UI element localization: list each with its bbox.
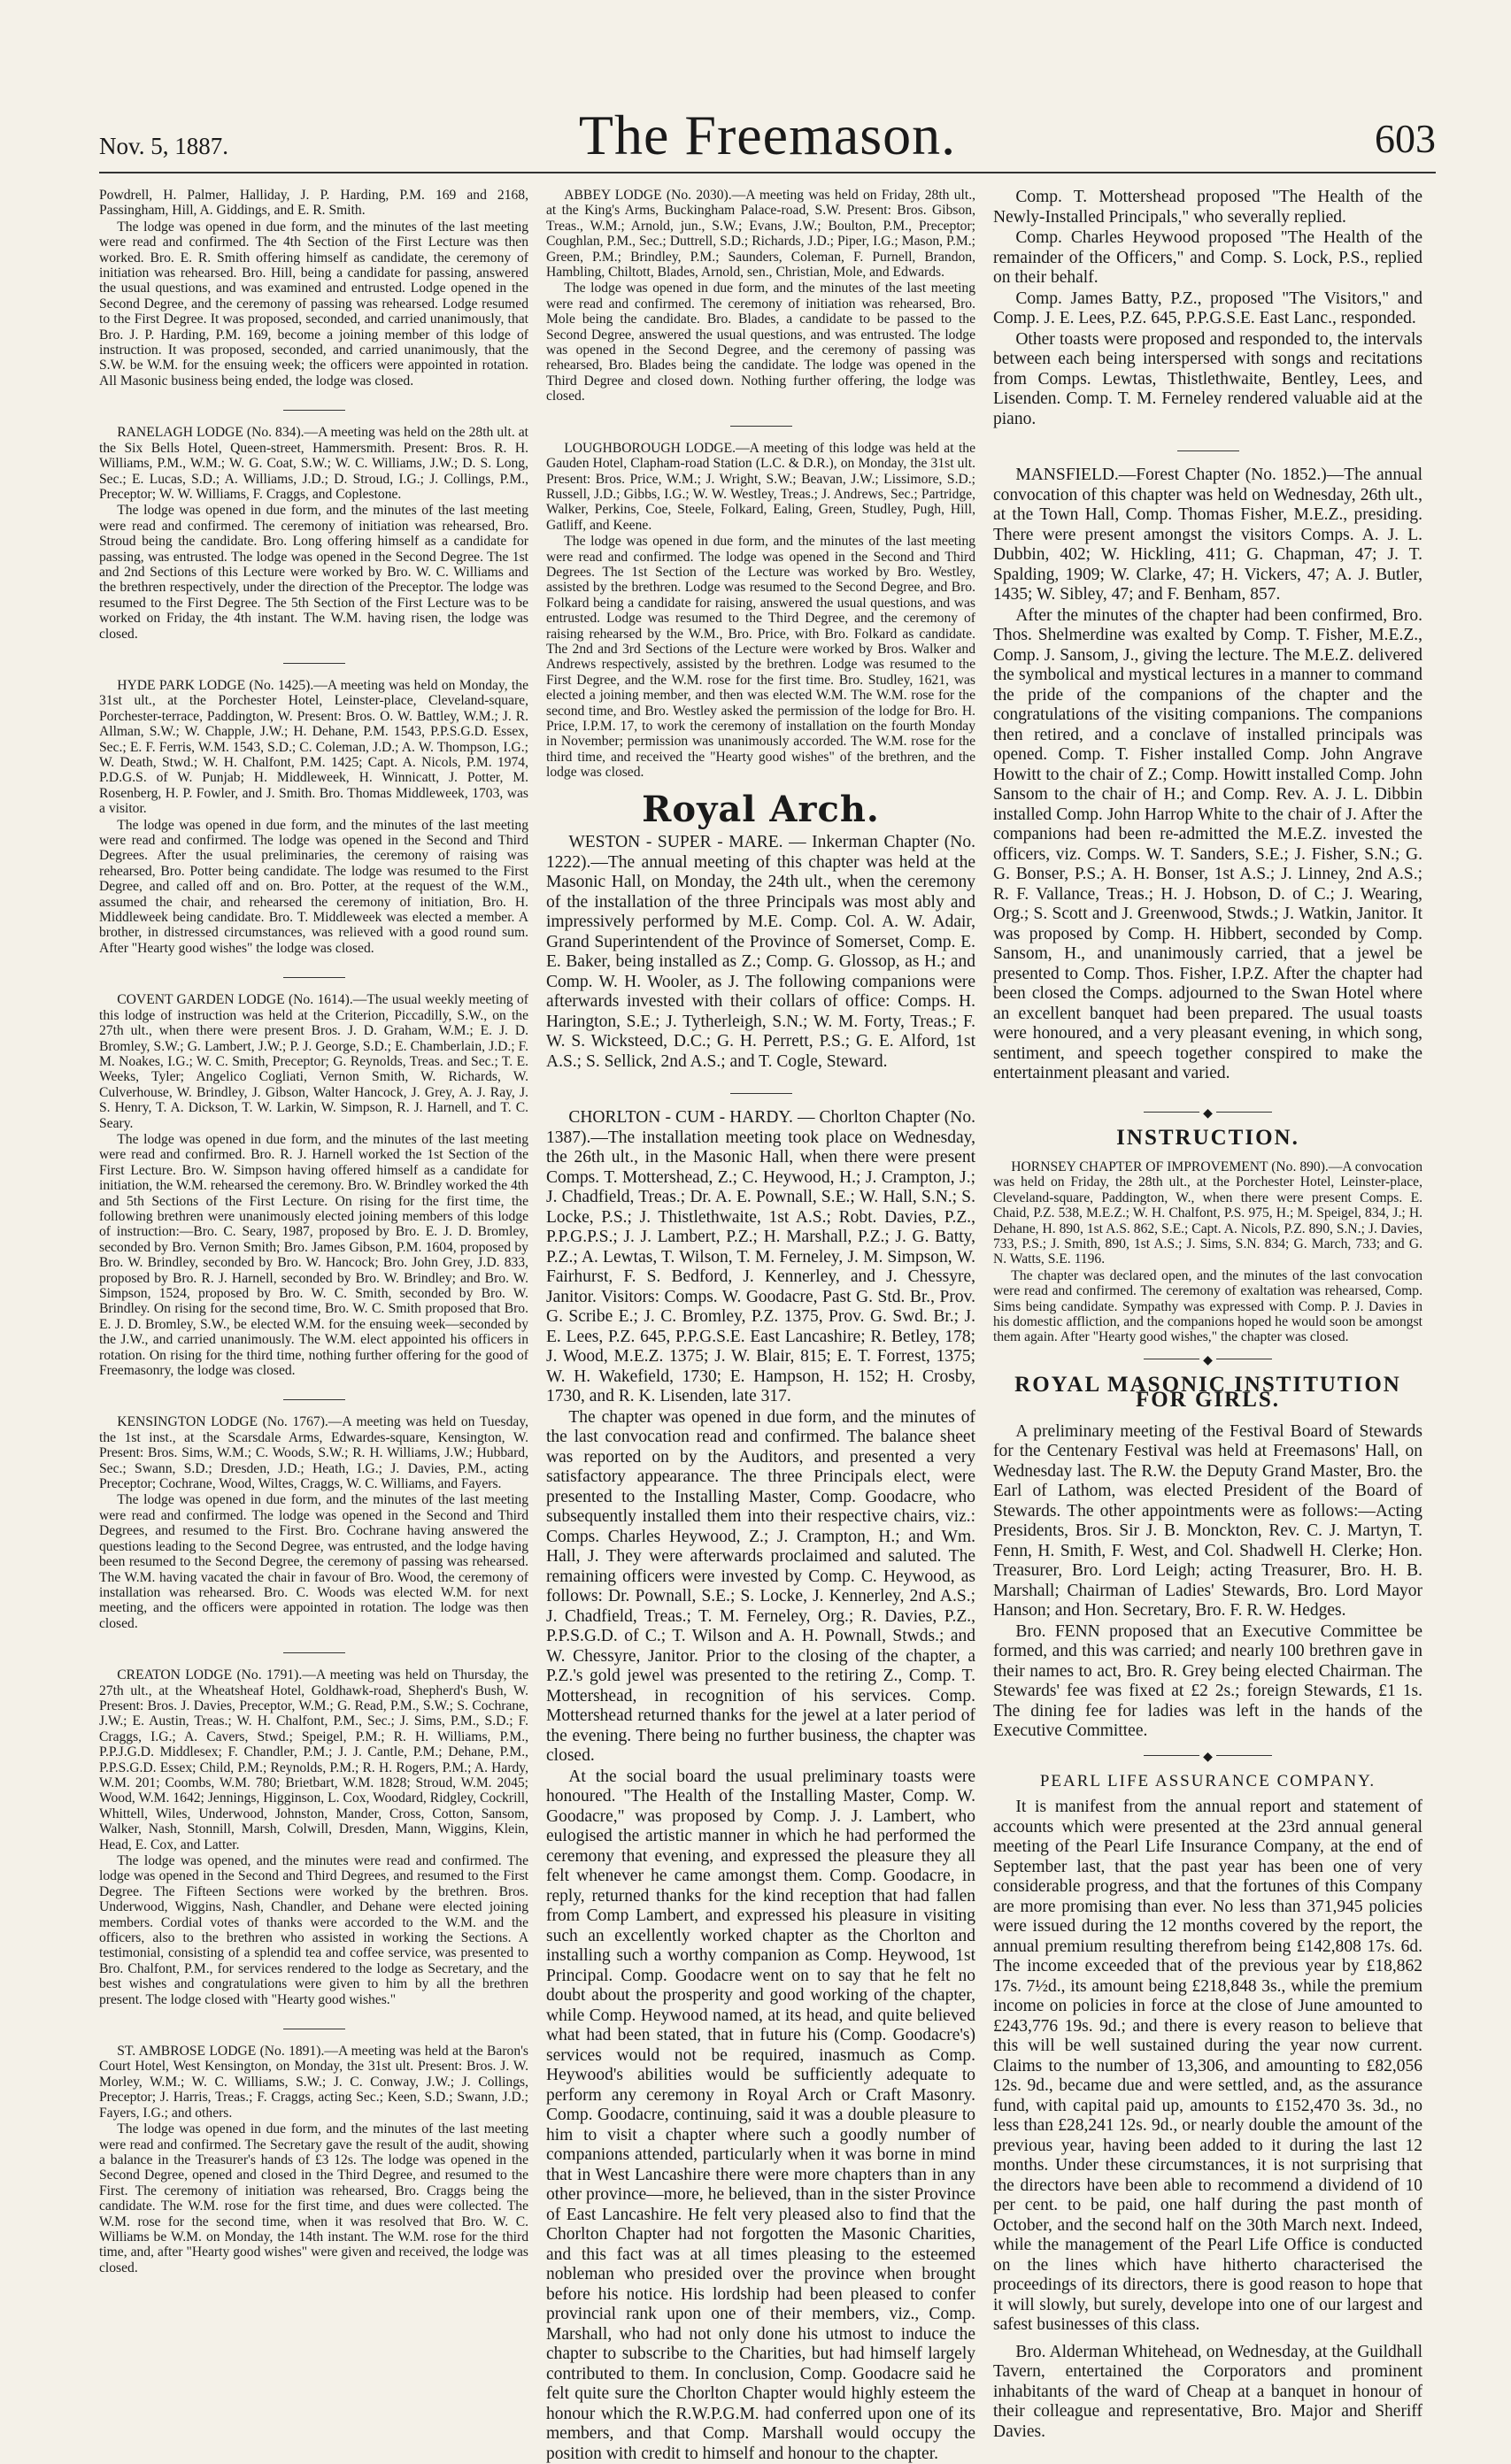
pearl-section	[993, 1771, 1422, 2336]
lodge-report-kensington	[99, 1399, 528, 1631]
report-paragraph: The lodge was opened in due form, and the minutes of the last meeting were read and confirmed. The ceremony of initiation was rehearsed, Bro. Stroud being the candidate. Bro. Long offering himself as a candidate for passing, was entrusted. The lodge was opened in the Second Degree. The 1st and 2nd Sections of this Lecture were worked by Bro. W. C. Williams and the brethren respectively, under the direction of the Preceptor. The lodge was resumed to the First Degree. The 5th Section of the First Lecture was to be worked on Friday, the 4th instant. The W.M. having risen, the lodge was closed.	[99, 503, 528, 642]
report-paragraph: Bro. FENN proposed that an Executive Committee be formed, and this was carried; and nearly 100 brethren gave in their names to act, Bro. R. Grey being elected Chairman. The Stewards' fee was fixed at £2 2s.; foreign Stewards, £1 1s. The dining fee for ladies was left in the hands of the Executive Committee.	[993, 1621, 1422, 1741]
report-paragraph: The lodge was opened in due form, and the minutes of the last meeting were read and confirmed. The lodge was opened in the Second and Third Degrees. The 1st Section of the Lecture was worked by Bro. Westley, assisted by the brethren. Lodge was resumed to the Second Degree, and Bro. Folkard being a candidate for raising, answered the usual questions, and was entrusted. Lodge was resumed to the Third Degree, and the ceremony of raising rehearsed by the W.M., Bro. Price, with Bro. Folkard as candidate. The 2nd and 3rd Sections of the Lecture were worked by Bros. Walker and Andrews respectively, assisted by the brethren. Lodge was resumed to the First Degree, and the W.M. rose for the first time. Bro. Studley, 1621, was elected a joining member, and then was elected W.M. The W.M. rose for the second time, and Bro. Westley asked the permission of the lodge for Bro. H. Price, I.P.M. 17, to work the ceremony of installation on the fourth Monday in November; permission was unanimously accorded. The W.M. rose for the third time, and received the "Hearty good wishes" of the brethren, and the lodge was closed.	[546, 534, 975, 781]
diamond-divider	[993, 1105, 1422, 1118]
lodge-report-creaton	[99, 1652, 528, 2007]
report-paragraph: Comp. T. Mottershead proposed "The Health of the Newly-Installed Principals," who severally replied.	[993, 188, 1422, 227]
report-paragraph: The lodge was opened in due form, and the minutes of the last meeting were read and confirmed. Bro. R. J. Harnell worked the 1st Section of the First Lecture. Bro. W. Simpson having offered himself as a candidate for initiation, the W.M. rehearsed the ceremony. Bro. W. Brindley worked the 4th and 5th Sections of the First Lecture. On rising for the first time, the following brethren were unanimously elected joining members of this lodge of instruction:—Bro. C. Seary, 1987, proposed by Bro. E. J. D. Bromley, seconded by Bro. Vernon Smith; Bro. James Gibson, P.M. 1604, proposed by Bro. W. Brindley, seconded by Bro. W. Hancock; Bro. John Grey, J.D. 833, proposed by Bro. R. J. Harnell, seconded by Bro. W. Brindley; and Bro. W. Simpson, 1524, proposed by Bro. W. C. Smith, seconded by Bro. W. Brindley. On rising for the second time, Bro. W. C. Smith proposed that Bro. E. J. D. Bromley, S.W., be elected W.M. for the ensuing week—seconded by the J.W., and carried unanimously. The W.M. elect appointed his officers in rotation. On rising for the third time, nothing further offering for the good of Freemasonry, the lodge was closed.	[99, 1131, 528, 1379]
report-paragraph: The lodge was opened in due form, and the minutes of the last meeting were read and confirmed. The lodge was opened in the Second and Third Degrees. After the usual preliminaries, the ceremony of raising was rehearsed, Bro. Potter being candidate. The lodge was resumed to the First Degree, and called off and on. Bro. Potter, at the request of the W.M., assumed the chair, and rehearsed the ceremony of initiation, Bro. H. Middleweek being candidate. Bro. T. Middleweek was elected a member. A brother, in distressed circumstances, was relieved with a good round sum. After "Hearty good wishes" the lodge was closed.	[99, 817, 528, 956]
report-paragraph: The lodge was opened in due form, and the minutes of the last meeting were read and confirmed. The ceremony of initiation was rehearsed, Bro. Mole being the candidate. Bro. Blades, a candidate to be passed to the Second Degree, answered the usual questions, and was entrusted. The lodge was opened in the Second Degree, and the ceremony of passing was rehearsed, Bro. Blades being the candidate. The lodge was opened in the Third Degree and closed down. Nothing further offering, the lodge was closed.	[546, 281, 975, 404]
instruction-section	[993, 1125, 1422, 1345]
instruction-heading: INSTRUCTION.	[1116, 1125, 1299, 1150]
report-paragraph: A preliminary meeting of the Festival Board of Stewards for the Centenary Festival was held at Freemasons' Hall, on Wednesday last. The R.W. the Deputy Grand Master, Bro. the Earl of Lathom, was elected President of the Board of Stewards. The other appointments were as follows:—Acting Presidents, Bros. Sir J. B. Monckton, Rev. C. J. Martyn, T. Fenn, H. Smith, F. West, and Col. Shadwell H. Clerke; Hon. Treasurer, Bro. Lord Leigh; acting Treasurer, Bro. H. B. Marshall; Chairman of Ladies' Stewards, Bro. Lord Mayor Hanson; and Hon. Secretary, Bro. F. R. W. Hedges.	[993, 1421, 1422, 1621]
report-paragraph: Other toasts were proposed and responded to, the intervals between each being interspersed with songs and recitations from Comps. Lewtas, Thistlethwaite, Bentley, Lees, and Lisenden. Comp. T. M. Ferneley rendered valuable aid at the piano.	[993, 329, 1422, 428]
report-paragraph: The lodge was opened, and the minutes were read and confirmed. The lodge was opened in the Second and Third Degrees, and resumed to the First Degree. The Fifteen Sections were worked by the brethren. Bros. Underwood, Wiggins, Nash, Chandler, and Dehane were elected joining members. Cordial votes of thanks were accorded to the W.M. and the officers, also to the brethren who assisted in working the Sections. A testimonial, consisting of a splendid tea and coffee service, was presented to Bro. Chalfont, P.M., for services rendered to the lodge as Secretary, and the best wishes and congratulations were given to him by all the brethren present. The lodge closed with "Hearty good wishes."	[99, 1853, 528, 2007]
report-paragraph: KENSINGTON LODGE (No. 1767).—A meeting was held on Tuesday, the 1st inst., at the Scarsdale Arms, Edwardes-square, Kensington, W. Present: Bros. Sims, W.M.; C. Woods, S.W.; R. H. Williams, J.W.; Hubbard, Sec.; Swann, S.D.; Dresden, J.D.; Heath, I.G.; J. Davies, P.M., acting Preceptor; Cochrane, Wood, Wiltes, Craggs, W. C. Williams, and Fayers.	[99, 1414, 528, 1492]
lodge-report-covent-garden	[99, 977, 528, 1378]
royal-arch-heading: Royal Arch.	[642, 788, 880, 830]
diamond-ornament-icon: ◆	[1199, 1751, 1216, 1764]
lodge-report-hyde-park	[99, 663, 528, 956]
diamond-ornament-icon: ◆	[1199, 1354, 1216, 1367]
royal-arch-section	[546, 788, 975, 2464]
report-paragraph: HYDE PARK LODGE (No. 1425).—A meeting was held on Monday, the 31st ult., at the Porchester Hotel, Leinster-place, Cleveland-square, Porchester-terrace, Paddington, W. Present: Bros. O. W. Battley, W.M.; J. R. Allman, S.W.; W. Chapple, J.W.; H. Dehane, P.M. 1543, P.P.S.G.D. Essex, Sec.; E. F. Ferris, W.M. 1543, S.D.; C. Coleman, J.D.; A. W. Thompson, I.G.; W. Death, Stwd.; W. H. Chalfont, P.M. 1425; Capt. A. Nicols, P.M. 1974, P.D.G.S. of W. Punjab; H. Middleweek, H. Winnicatt, J. Potter, M. Rosenberg, H. P. Fowler, and J. Smith. Bro. Thomas Middleweek, 1703, was a visitor.	[99, 677, 528, 817]
chapter-report-chorlton-continued	[993, 188, 1422, 429]
report-paragraph: Bro. Alderman Whitehead, on Wednesday, at the Guildhall Tavern, entertained the Corporators and prominent inhabitants of the ward of Cheap at a banquet in honour of their colleague and representative, Bro. Major and Sheriff Davies.	[993, 2342, 1422, 2441]
report-paragraph: The lodge was opened in due form, and the minutes of the last meeting were read and confirmed. The 4th Section of the First Lecture was then worked. Bro. E. R. Smith offering himself as candidate, the ceremony of initiation was rehearsed. Bro. Hill, being a candidate for passing, answered the usual questions, and was examined and entrusted. Lodge opened in the Second Degree, and the ceremony of passing was rehearsed. Lodge resumed to the First Degree. It was proposed, seconded, and carried unanimously, that Bro. J. P. Harding, P.M. 169, become a joining member of this lodge of instruction. It was proposed, seconded, and carried unanimously, that the S.W. be W.M. for the ensuing week; the officers were appointed in rotation. All Masonic business being ended, the lodge was closed.	[99, 219, 528, 389]
page-number: 603	[1375, 116, 1436, 161]
newspaper-title: The Freemason.	[578, 104, 957, 166]
chapter-report-mansfield	[993, 450, 1422, 1084]
report-paragraph: Comp. James Batty, P.Z., proposed "The Visitors," and Comp. J. E. Lees, P.Z. 645, P.P.G.S.E. East Lanc., responded.	[993, 289, 1422, 327]
issue-date: Nov. 5, 1887.	[99, 133, 228, 159]
lodge-report-st-ambrose	[99, 2029, 528, 2275]
report-paragraph: ABBEY LODGE (No. 2030).—A meeting was held on Friday, 28th ult., at the King's Arms, Buckingham Palace-road, S.W. Present: Bros. Gibson, Treas., W.M.; Arnold, jun., S.W.; Evans, J.W.; Boulton, P.M., Preceptor; Coughlan, P.M., Sec.; Duttrell, S.D.; Richards, J.D.; Piper, I.G.; Mason, P.M.; Green, P.M.; Brindley, P.M.; Saunders, Coleman, F. Purnell, Brandon, Hambling, Chiltott, Blades, Arnold, sen., Christian, Mole, and Edwards.	[546, 188, 975, 281]
report-paragraph: Comp. Charles Heywood proposed "The Health of the remainder of the Officers," and Comp. S. Lock, P.S., replied on their behalf.	[993, 228, 1422, 287]
report-paragraph: At the social board the usual preliminary toasts were honoured. "The Health of the Installing Master, Comp. W. Goodacre," was proposed by Comp. J. J. Lambert, who eulogised the artistic manner in which he had performed the ceremony that evening, and expressed the pleasure they all felt whenever he came amongst them. Comp. Goodacre, in reply, returned thanks for the kind reception that had fallen from Comp Lambert, and expressed his pleasure in visiting such an excellently worked chapter as the Chorlton and installing such a worthy companion as Comp. Heywood, 1st Principal. Comp. Goodacre went on to say that he felt no doubt about the prosperity and good working of the chapter, while Comp. Heywood named, at its head, and quite believed what had been stated, that in future his (Comp. Goodacre's) services would not be required, inasmuch as Comp. Heywood's abilities would be sufficiently adequate to perform any ceremony in Royal Arch or Craft Masonry. Comp. Goodacre, continuing, said it was a double pleasure to him to visit a chapter where such a goodly number of companions attended, particularly when it was borne in mind that in West Lancashire there were more chapters than in any other province—more, he believed, than in the sister Province of East Lancashire. He felt very pleased also to find that the Chorlton Chapter had not forgotten the Masonic Charities, and this fact was at all times pleasing to the esteemed nobleman who presided over the province when brought before his notice. His lordship had been pleased to confer provincial rank upon one of their members, viz., Comp. Marshall, who had not only done his utmost to induce the chapter to subscribe to the Charities, but had himself largely contributed to them. In conclusion, Comp. Goodacre said he felt quite sure the Chorlton Chapter would highly esteem the honour which the R.W.P.G.M. had conferred upon one of its members, and that Comp. Marshall would occupy the position with credit to himself and honour to the chapter.	[546, 1767, 975, 2463]
column-3	[993, 188, 1422, 2441]
lodge-report-ranelagh	[99, 410, 528, 642]
pearl-heading: PEARL LIFE ASSURANCE COMPANY.	[1039, 1771, 1376, 1790]
lodge-report-continued	[99, 188, 528, 389]
report-paragraph: HORNSEY CHAPTER OF IMPROVEMENT (No. 890).—A convocation was held on Friday, the 28th ult., at the Porchester Hotel, Leinster-place, Cleveland-square, Paddington, W., when there were present Comps. E. Chaid, P.Z. 538, M.E.Z.; W. H. Chalfont, P.S. 975, H.; M. Speigel, 834, J.; H. Dehane, H. 890, 1st A.S. 862, S.E.; Capt. A. Nicols, P.Z. 890, S.N.; J. Davies, 733, P.S.; J. Smith, 890, 1st A.S.; J. Sims, S.N. 834; G. March, 733; and G. N. Watts, S.E. 1196.	[993, 1159, 1422, 1267]
chapter-report-chorlton	[546, 1093, 975, 2464]
report-paragraph: CHORLTON - CUM - HARDY. — Chorlton Chapter (No. 1387).—The installation meeting took place on Wednesday, the 26th ult., in the Masonic Hall, when there were present Comps. T. Mottershead, Z.; C. Heywood, H.; J. Crampton, J.; J. Chadfield, Treas.; Dr. A. E. Pownall, S.E.; W. Hall, S.N.; S. Locke, P.S.; J. Thistlethwaite, 1st A.S.; Robt. Davies, P.Z., P.P.G.P.S.; J. J. Lambert, P.Z.; H. Marshall, P.Z.; J. G. Batty, P.Z.; A. Lewtas, T. Wilson, T. M. Ferneley, J. M. Simpson, W. Fairhurst, F. S. Bedford, J. Kennerley, and J. Chessyre, Janitor. Visitors: Comps. W. Goodacre, Past G. Std. Br., Prov. G. Scribe E.; J. C. Bromley, P.Z. 1375, Prov. G. Swd. Br.; J. E. Lees, P.Z. 645, P.P.G.S.E. East Lancashire; R. Betley, 178; J. Wood, M.E.Z. 1375; J. W. Blair, 815; E. T. Forrest, 1375; W. H. Wakefield, 1730; E. Hampson, H. 152; H. Crosby, 1730, and R. K. Lisenden, late 317.	[546, 1108, 975, 1406]
report-paragraph: MANSFIELD.—Forest Chapter (No. 1852.)—The annual convocation of this chapter was held on Wednesday, 26th ult., at the Town Hall, Comp. Thomas Fisher, M.E.Z., presiding. There were present amongst the visitors Comps. A. J. L. Dubbin, 402; W. Hickling, 411; G. Chapman, 47; J. T. Spalding, 1909; W. Clarke, 47; H. Vickers, 47; A. J. Butler, 1435; W. Sibley, 47; and F. Benham, 857.	[993, 466, 1422, 604]
report-paragraph: LOUGHBOROUGH LODGE.—A meeting of this lodge was held at the Gauden Hotel, Clapham-road Station (L.C. & D.R.), on Monday, the 31st ult. Present: Bros. Price, W.M.; J. Wright, S.W.; Beavan, J.W.; Lissimore, S.D.; Russell, J.D.; Gibbs, I.G.; W. W. Westley, Treas.; J. Andrews, Sec.; Partridge, Walker, Perkins, Coe, Steele, Folkard, Ealing, Green, Studley, Pugh, Hill, Gatliff, and Keene.	[546, 440, 975, 533]
rmig-section	[993, 1372, 1422, 1742]
chapter-report-weston	[546, 833, 975, 1072]
diamond-divider	[993, 1749, 1422, 1764]
lodge-report-abbey	[546, 188, 975, 404]
report-paragraph: The lodge was opened in due form, and the minutes of the last meeting were read and confirmed. The lodge was opened in the Second and Third Degrees, and resumed to the First. Bro. Cochrane having answered the questions leading to the Second Degree, was entrusted, and the lodge having been resumed to the Second Degree, the ceremony of passing was rehearsed. The W.M. having vacated the chair in favour of Bro. Wood, the ceremony of installation was rehearsed. Bro. C. Woods was elected W.M. for next meeting, and the officers were appointed in rotation. The lodge was then closed.	[99, 1492, 528, 1631]
column-2	[546, 188, 975, 2463]
report-paragraph: It is manifest from the annual report and statement of accounts which were presented at the 23rd annual general meeting of the Pearl Life Insurance Company, at the end of September last, that the past year has been one of very considerable progress, and that the fortunes of this Company are more promising than ever. No less than 371,945 policies were issued during the 12 months covered by the report, the annual premium resulting therefrom being £142,808 17s. 6d. The income exceeded that of the previous year by £18,862 17s. 7½d., its amount being £218,848 3s., while the premium income on policies in force at the close of June amounted to £243,776 19s. 9d.; and there is every reason to believe that this will be well sustained during the year now current. Claims to the number of 13,306, and amounting to £82,056 12s. 9d., became due and were settled, and, as the assurance fund, with capital paid up, amounts to £152,470 3s. 3d., no less than £28,241 12s. 9d., or nearly double the amount of the previous year, having been added to it during the last 12 months. Under these circumstances, it is not surprising that the directors have been able to recommend a dividend of 10 per cent. to be paid, one half during the past month of October, and the second half on the 30th March next. Indeed, while the management of the Pearl Life Office is conducted on the lines which have hitherto characterised the proceedings of its directors, there is good reason to hope that it will slowly, but surely, develope into one of our largest and safest businesses of this class.	[993, 1798, 1422, 2334]
closing-note	[993, 2343, 1422, 2443]
diamond-ornament-icon: ◆	[1199, 1107, 1216, 1120]
report-paragraph: CREATON LODGE (No. 1791).—A meeting was held on Thursday, the 27th ult., at the Wheatsheaf Hotel, Goldhawk-road, Shepherd's Bush, W. Present: Bros. J. Davies, Preceptor, W.M.; G. Read, P.M., S.W.; S. Cochrane, J.W.; E. Austin, Treas.; W. H. Chalfont, P.M., Sec.; J. Sims, P.M., S.D.; F. Craggs, I.G.; A. Cavers, Stwd.; Speigel, P.M.; R. H. Williams, P.M., P.P.J.G.D. Middlesex; F. Chandler, P.M.; J. J. Cantle, P.M.; Dehane, P.M., P.P.S.G.D. Essex; Child, P.M.; Reynolds, P.M.; R. H. Rogers, P.M.; A. Hardy, W.M. 201; Coombs, W.M. 780; Brietbart, W.M. 1828; Stroud, W.M. 2045; Wood, W.M. 1642; Jennings, Higginson, L. Cox, Woodard, Ridgley, Cockrill, Whittell, Wiles, Underwood, Johnston, Mander, Cross, Cotton, Sansom, Walker, Nash, Stonnill, Marsh, Colwill, Dresden, Mann, Wiggins, Klein, Head, E. Cox, and Latter.	[99, 1667, 528, 1852]
diamond-divider	[993, 1352, 1422, 1365]
report-paragraph: The chapter was declared open, and the minutes of the last convocation were read and confirmed. The ceremony of exaltation was rehearsed, Comp. Sims being candidate. Sympathy was expressed with Comp. P. J. Davies in his domestic affliction, and the companions hoped he would soon be amongst them again. After "Hearty good wishes," the chapter was closed.	[993, 1267, 1422, 1345]
lodge-report-loughborough	[546, 426, 975, 781]
report-paragraph: WESTON - SUPER - MARE. — Inkerman Chapter (No. 1222).—The annual meeting of this chapter was held at the Masonic Hall, on Monday, the 24th ult., when the ceremony of the installation of the three Principals was most ably and impressively performed by M.E. Comp. Col. A. W. Adair, Grand Superintendent of the Province of Somerset, Comp. E. E. Baker, being installed as Z.; Comp. G. Glossop, as H.; and Comp. W. H. Wooler, as J. The following companions were afterwards invested with their collars of office: Comps. H. Harington, S.E.; J. Tytherleigh, S.N.; W. M. Forty, Treas.; F. W. S. Wicksteed, D.C.; G. H. Perrett, P.S.; G. E. Alford, 1st A.S.; S. Sellick, 2nd A.S.; and T. Cogle, Steward.	[546, 833, 975, 1071]
masthead	[99, 99, 1436, 173]
report-paragraph: ST. AMBROSE LODGE (No. 1891).—A meeting was held at the Baron's Court Hotel, West Kensington, on Monday, the 31st ult. Present: Bros. J. W. Morley, W.M.; W. C. Williams, S.W.; J. C. Conway, J.W.; J. Collings, Preceptor; J. Harris, Treas.; F. Craggs, acting Sec.; Keen, S.D.; Swann, J.D.; Fayers, I.G.; and others.	[99, 2044, 528, 2121]
report-paragraph: The chapter was opened in due form, and the minutes of the last convocation read and confirmed. The balance sheet was reported on by the Auditors, and presented a very satisfactory appearance. The three Principals elect, were presented to the Installing Master, Comp. Goodacre, who subsequently installed them into their respective chairs, viz.: Comps. Charles Heywood, Z.; J. Crampton, H.; and Wm. Hall, J. They were afterwards proclaimed and saluted. The remaining officers were invested by Comp. C. Heywood, as follows: Dr. Pownall, S.E.; S. Locke, J. Kennerley, 2nd A.S.; J. Chadfield, Treas.; T. M. Ferneley, Org.; R. Davies, P.Z., P.P.S.G.D. of C.; T. Wilson and A. H. Pownall, Stwds.; and W. Chessyre, Janitor. Prior to the closing of the chapter, a P.Z.'s gold jewel was presented to the retiring Z., Comp. T. Mottershead, in recognition of his services. Comp. Mottershead returned thanks for the jewel at a later period of the evening. There being no further business, the chapter was closed.	[546, 1407, 975, 1766]
report-paragraph: RANELAGH LODGE (No. 834).—A meeting was held on the 28th ult. at the Six Bells Hotel, Queen-street, Hammersmith. Present: Bros. R. H. Williams, P.M., W.M.; W. G. Coat, S.W.; W. C. Williams, J.W.; D. S. Long, Sec.; E. Lucas, S.D.; A. Williams, J.D.; D. Stroud, I.G.; J. Collings, P.M., Preceptor; W. W. Williams, F. Craggs, and Coplestone.	[99, 425, 528, 502]
report-paragraph: The lodge was opened in due form, and the minutes of the last meeting were read and confirmed. The Secretary gave the result of the audit, showing a balance in the Treasurer's hands of £3 12s. The lodge was opened in the Second Degree, opened and closed in the Third Degree, and resumed to the First. The ceremony of initiation was rehearsed, Bro. Craggs being the candidate. The W.M. rose for the first time, and dues were collected. The W.M. rose for the second time, when it was resolved that Bro. W. C. Williams be W.M. on Monday, the 14th instant. The W.M. rose for the third time, and, after "Hearty good wishes" were given and received, the lodge was closed.	[99, 2121, 528, 2275]
column-1	[99, 188, 528, 2275]
report-paragraph: After the minutes of the chapter had been confirmed, Bro. Thos. Shelmerdine was exalted by Comp. T. Fisher, M.E.Z., Comp. J. Sansom, J., giving the lecture. The M.E.Z. delivered the symbolical and mystical lectures in a manner to command the pride of the companions of the chapter and the congratulations of the visiting companions. The companions then retired, and a conclave of installed principals was opened. Comp. T. Fisher installed Comp. John Angrave Howitt to the chair of Z.; Comp. Howitt installed Comp. John Sansom to the chair of H.; and Comp. Rev. A. J. L. Dibbin installed Comp. John Harrop White to the chair of J. After the companions had been re-admitted the M.E.Z. invested the officers, viz. Comps. W. T. Sanders, S.E.; J. Fisher, S.N.; G. G. Bonser, P.S.; A. H. Bonser, 1st A.S.; J. Linney, 2nd A.S.; R. F. Vallance, Treas.; H. J. Hobson, D. of C.; J. Wearing, Org.; S. Scott and J. Greenwood, Stwds.; J. Watkin, Janitor. It was proposed by Comp. H. Hibbert, seconded by Comp. Sansom, H., and unanimously carried, that a jewel be presented to Comp. Thos. Fisher, I.P.Z. After the chapter had been closed the Comps. adjourned to the Swan Hotel where an excellent banquet had been prepared. The usual toasts were honoured, and a very pleasant evening, in which song, sentiment, and speech together conspired to make the entertainment pleasant and varied.	[993, 605, 1422, 1082]
report-paragraph: COVENT GARDEN LODGE (No. 1614).—The usual weekly meeting of this lodge of instruction was held at the Criterion, Piccadilly, S.W., on the 27th ult., when there were present Bros. J. D. Graham, W.M.; E. J. D. Bromley, S.W.; G. Lambert, J.W.; P. J. George, S.D.; E. Chamberlain, J.D.; F. M. Noakes, I.G.; W. C. Smith, Preceptor; G. Reynolds, Treas. and Sec.; T. E. Weeks, Tyler; Angelico Cogliati, Vernon Smith, W. Richards, W. Culverhouse, W. Brindley, J. Gibson, Walter Hancock, J. Grey, A. J. Ray, J. S. Henry, T. A. Dickson, T. W. Larkin, W. Simpson, R. J. Harnell, and T. C. Seary.	[99, 992, 528, 1131]
report-paragraph: Powdrell, H. Palmer, Halliday, J. P. Harding, P.M. 169 and 2168, Passingham, Hill, A. Giddings, and E. R. Smith.	[99, 188, 528, 219]
rmig-heading: ROYAL MASONIC INSTITUTION FOR GIRLS.	[1014, 1372, 1401, 1413]
